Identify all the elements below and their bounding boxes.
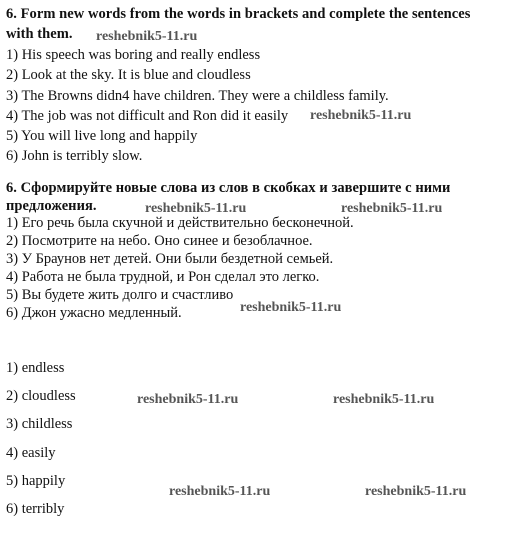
watermark: reshebnik5-11.ru <box>341 201 443 216</box>
watermark: reshebnik5-11.ru <box>169 484 271 499</box>
task-en-item-4: 4) The job was not difficult and Ron did it easily <box>6 108 289 124</box>
task-ru-item-6: 6) Джон ужасно медленный. <box>6 305 182 321</box>
answer-6: 6) terribly <box>6 501 65 517</box>
task-en-heading-line1: 6. Form new words from the words in brackets and complete the sentences <box>6 6 471 22</box>
answer-3: 3) childless <box>6 416 73 432</box>
watermark: reshebnik5-11.ru <box>310 108 412 123</box>
watermark: reshebnik5-11.ru <box>333 392 435 407</box>
task-ru-heading-line2: предложения. <box>6 198 97 214</box>
task-en-item-1: 1) His speech was boring and really endless <box>6 47 261 63</box>
task-ru-item-2: 2) Посмотрите на небо. Оно синее и безоблачное. <box>6 233 313 249</box>
task-en-item-3: 3) The Browns didn4 have children. They were a childless family. <box>6 88 389 104</box>
task-en-item-5: 5) You will live long and happily <box>6 128 198 144</box>
answer-2: 2) cloudless <box>6 388 76 404</box>
answer-5: 5) happily <box>6 473 66 489</box>
task-en-heading-line2: with them. <box>6 26 73 42</box>
watermark: reshebnik5-11.ru <box>365 484 467 499</box>
task-en-item-2: 2) Look at the sky. It is blue and cloudless <box>6 67 251 83</box>
task-ru-heading-line1: 6. Сформируйте новые слова из слов в скобках и завершите с ними <box>6 180 451 196</box>
answer-1: 1) endless <box>6 360 65 376</box>
watermark: reshebnik5-11.ru <box>137 392 239 407</box>
task-ru-item-5: 5) Вы будете жить долго и счастливо <box>6 287 234 303</box>
watermark: reshebnik5-11.ru <box>96 29 198 44</box>
answer-4: 4) easily <box>6 445 56 461</box>
watermark: reshebnik5-11.ru <box>240 300 342 315</box>
watermark: reshebnik5-11.ru <box>145 201 247 216</box>
task-ru-item-3: 3) У Браунов нет детей. Они были бездетной семьей. <box>6 251 334 267</box>
task-en-item-6: 6) John is terribly slow. <box>6 148 143 164</box>
task-ru-item-4: 4) Работа не была трудной, и Рон сделал это легко. <box>6 269 320 285</box>
task-ru-item-1: 1) Его речь была скучной и действительно бесконечной. <box>6 215 354 231</box>
